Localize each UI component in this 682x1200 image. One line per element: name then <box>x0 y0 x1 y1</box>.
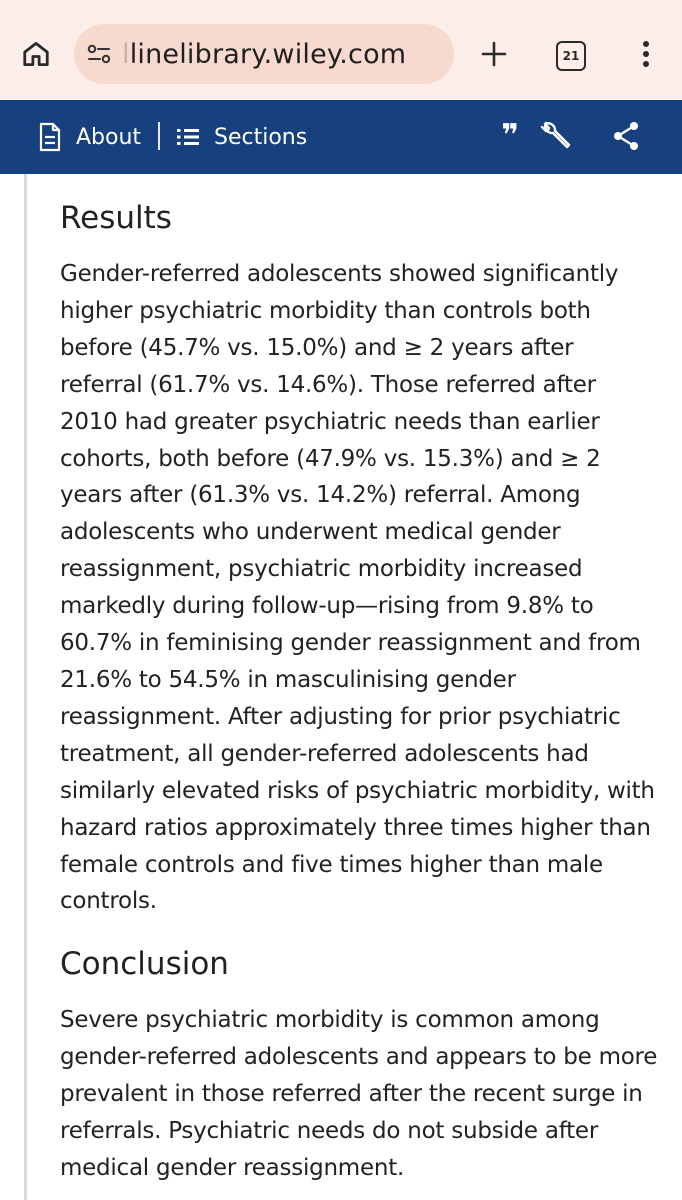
home-icon <box>21 39 51 69</box>
quote-icon: ❞ <box>501 118 519 153</box>
url-domain: linelibrary.wiley.com <box>129 38 407 70</box>
sections-label: Sections <box>214 124 308 150</box>
abstract-content <box>60 196 660 1187</box>
results-body: Gender-referred adolescents showed significantly higher psychiatric morbidity than controls both before (45.7% vs. 15.0%) and ≥ 2 years after referral (61.7% vs. 14.6%). Those referred after 2010 had greater psychiatric needs than earlier cohorts, both before (47.9% vs. 15.3%) and ≥ 2 years after (61.3% vs. 14.2%) referral. Among adolescents who underwent medical gender reassignment, psychiatric morbidity increased markedly during follow-up—rising from 9.8% to 60.7% in feminising gender reassignment and from 21.6% to 54.5% in masculinising gender reassignment. After adjusting for prior psychiatric treatment, all gender-referred adolescents had similarly elevated risks of psychiatric morbidity, with hazard ratios approximately three times higher than female controls and five times higher than male controls. <box>60 261 655 915</box>
conclusion-body: Severe psychiatric morbidity is common among gender-referred adolescents and appears to be more prevalent in those referred after the recent surge in referrals. Psychiatric needs do not subside after medical gender reassignment. <box>60 1007 658 1181</box>
browser-toolbar <box>0 0 682 100</box>
about-label: About <box>76 124 142 150</box>
more-menu-button[interactable] <box>628 34 664 74</box>
list-icon <box>176 127 200 147</box>
address-bar[interactable] <box>74 24 454 84</box>
tab-switcher-icon[interactable] <box>556 41 586 71</box>
wrench-icon <box>540 120 572 152</box>
share-button[interactable] <box>608 118 644 154</box>
home-button[interactable] <box>16 34 56 74</box>
site-info-icon[interactable] <box>84 39 114 69</box>
cite-button[interactable] <box>494 120 526 152</box>
abstract-left-rule <box>24 174 27 1200</box>
tab-count-label: 21 <box>562 49 580 63</box>
about-button[interactable] <box>38 117 141 157</box>
toolbar-divider <box>158 122 160 150</box>
share-icon <box>612 121 640 151</box>
sections-button[interactable] <box>176 117 307 157</box>
new-tab-button[interactable] <box>474 34 514 74</box>
document-icon <box>38 122 62 152</box>
plus-icon <box>480 40 508 68</box>
article-toolbar <box>0 100 682 174</box>
conclusion-heading: Conclusion <box>60 946 229 983</box>
url-faded-prefix: l <box>122 38 130 70</box>
tools-button[interactable] <box>538 118 574 154</box>
url-text <box>122 39 406 70</box>
results-heading: Results <box>60 200 172 236</box>
more-vert-icon <box>642 40 650 68</box>
